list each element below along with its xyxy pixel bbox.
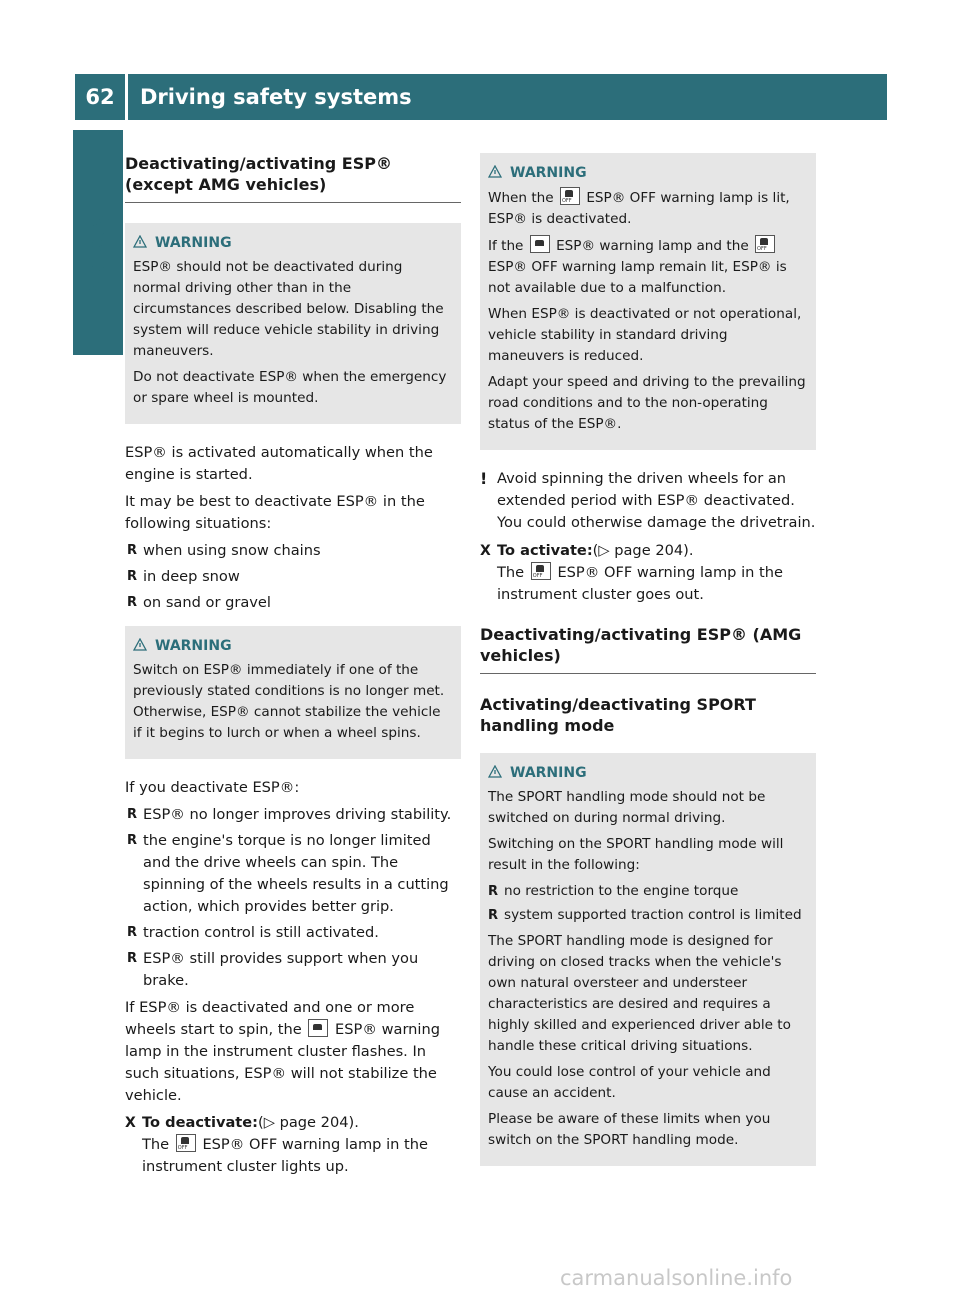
effects-list	[125, 804, 461, 992]
warning-box	[480, 153, 816, 450]
instruction-step: X To activate:(▷ page 204). The OFF ESP® OFF warning lamp in the instrument cluster goes out.	[480, 540, 816, 606]
warning-title: WARNING	[488, 163, 808, 184]
chapter-title: Driving safety systems	[140, 85, 412, 109]
warning-triangle-icon	[133, 235, 147, 248]
warning-title: WARNING	[488, 763, 808, 784]
list-item: R on sand or gravel	[127, 594, 271, 611]
step-arrow-icon: X	[480, 543, 491, 559]
warning-box	[125, 626, 461, 759]
warning-triangle-icon	[133, 638, 147, 651]
warning-text: Adapt your speed and driving to the prevailing road conditions and to the non-operating status of the ESP®.	[488, 374, 806, 432]
warning-box	[125, 223, 461, 424]
esp-off-lamp-icon	[755, 235, 775, 253]
esp-warning-lamp-icon	[530, 235, 550, 253]
list-item: R the engine's torque is no longer limited and the drive wheels can spin. The spinning of the wheels results in a cutting action, which provides better grip.	[127, 832, 449, 915]
warning-text: The SPORT handling mode should not be switched on during normal driving.	[488, 789, 766, 826]
page-reference[interactable]: (▷ page 204).	[258, 1114, 359, 1131]
right-column	[480, 153, 816, 1184]
page-reference[interactable]: (▷ page 204).	[592, 542, 694, 559]
paragraph: It may be best to deactivate ESP® in the following situations:	[125, 493, 425, 532]
section-heading-esp: Deactivating/activating ESP® (except AMG vehicles)	[125, 153, 461, 203]
warning-text: ESP® should not be deactivated during normal driving other than in the circumstances described below. Disabling the system will reduce vehicle stability in driving maneuvers.	[133, 259, 444, 359]
warning-triangle-icon	[488, 765, 502, 778]
header-separator	[125, 74, 128, 120]
esp-warning-lamp-icon	[308, 1019, 328, 1037]
paragraph: If you deactivate ESP®:	[125, 779, 300, 796]
list-item: R no restriction to the engine torque	[488, 883, 739, 899]
exclamation-icon: !	[480, 469, 488, 488]
list-item: R in deep snow	[127, 568, 240, 585]
list-item: R ESP® still provides support when you brake.	[127, 950, 419, 989]
page-number: 62	[85, 85, 115, 109]
warning-title: WARNING	[133, 233, 453, 254]
caution-note: ! Avoid spinning the driven wheels for an extended period with ESP® deactivated. You could otherwise damage the drivetrain.	[480, 469, 816, 531]
list-item: R when using snow chains	[127, 542, 321, 559]
warning-text: Switch on ESP® immediately if one of the previously stated conditions is no longer met. Otherwise, ESP® cannot stabilize the vehicle if it begins to lurch or when a wheel spins.	[133, 662, 445, 741]
warning-text: The SPORT handling mode is designed for driving on closed tracks when the vehicle's own natural oversteer and understeer characteristics are desired and requires a highly skilled and experienced driver able to handle these critical driving situations.	[488, 933, 791, 1054]
paragraph: If ESP® is deactivated and one or more wheels start to spin, the ESP® warning lamp in the instrument cluster flashes. In such situations, ESP® will not stabilize the vehicle.	[125, 999, 441, 1104]
warning-text: Please be aware of these limits when you switch on the SPORT handling mode.	[488, 1111, 771, 1148]
sport-effects-list	[488, 881, 808, 926]
warning-text: You could lose control of your vehicle and cause an accident.	[488, 1064, 771, 1101]
subsection-heading-sport: Activating/deactivating SPORT handling mode	[480, 695, 756, 735]
warning-title: WARNING	[133, 636, 453, 657]
list-item: R system supported traction control is limited	[488, 907, 802, 923]
warning-text: When ESP® is deactivated or not operational, vehicle stability in standard driving maneuvers is reduced.	[488, 306, 802, 364]
section-heading-amg: Deactivating/activating ESP® (AMG vehicles)	[480, 624, 816, 674]
esp-off-lamp-icon	[560, 187, 580, 205]
warning-text: Do not deactivate ESP® when the emergency or spare wheel is mounted.	[133, 369, 447, 406]
warning-text: If the ESP® warning lamp and the OFF ESP® OFF warning lamp remain lit, ESP® is not available due to a malfunction.	[488, 235, 808, 299]
warning-text: Switching on the SPORT handling mode will result in the following:	[488, 836, 784, 873]
instruction-step: X To deactivate:(▷ page 204). The OFF ESP® OFF warning lamp in the instrument cluster lights up.	[125, 1112, 461, 1178]
esp-off-lamp-icon	[176, 1134, 196, 1152]
warning-box	[480, 753, 816, 1166]
watermark: carmanualsonline.info	[560, 1266, 793, 1290]
warning-triangle-icon	[488, 165, 502, 178]
paragraph: ESP® is activated automatically when the engine is started.	[125, 444, 433, 483]
left-column	[125, 153, 461, 1184]
step-arrow-icon: X	[125, 1115, 136, 1131]
warning-text: When the OFF ESP® OFF warning lamp is lit, ESP® is deactivated.	[488, 187, 808, 230]
list-item: R ESP® no longer improves driving stability.	[127, 806, 452, 823]
situations-list	[125, 540, 461, 614]
esp-off-lamp-icon	[531, 562, 551, 580]
list-item: R traction control is still activated.	[127, 924, 379, 941]
section-label: Safety	[85, 211, 111, 293]
